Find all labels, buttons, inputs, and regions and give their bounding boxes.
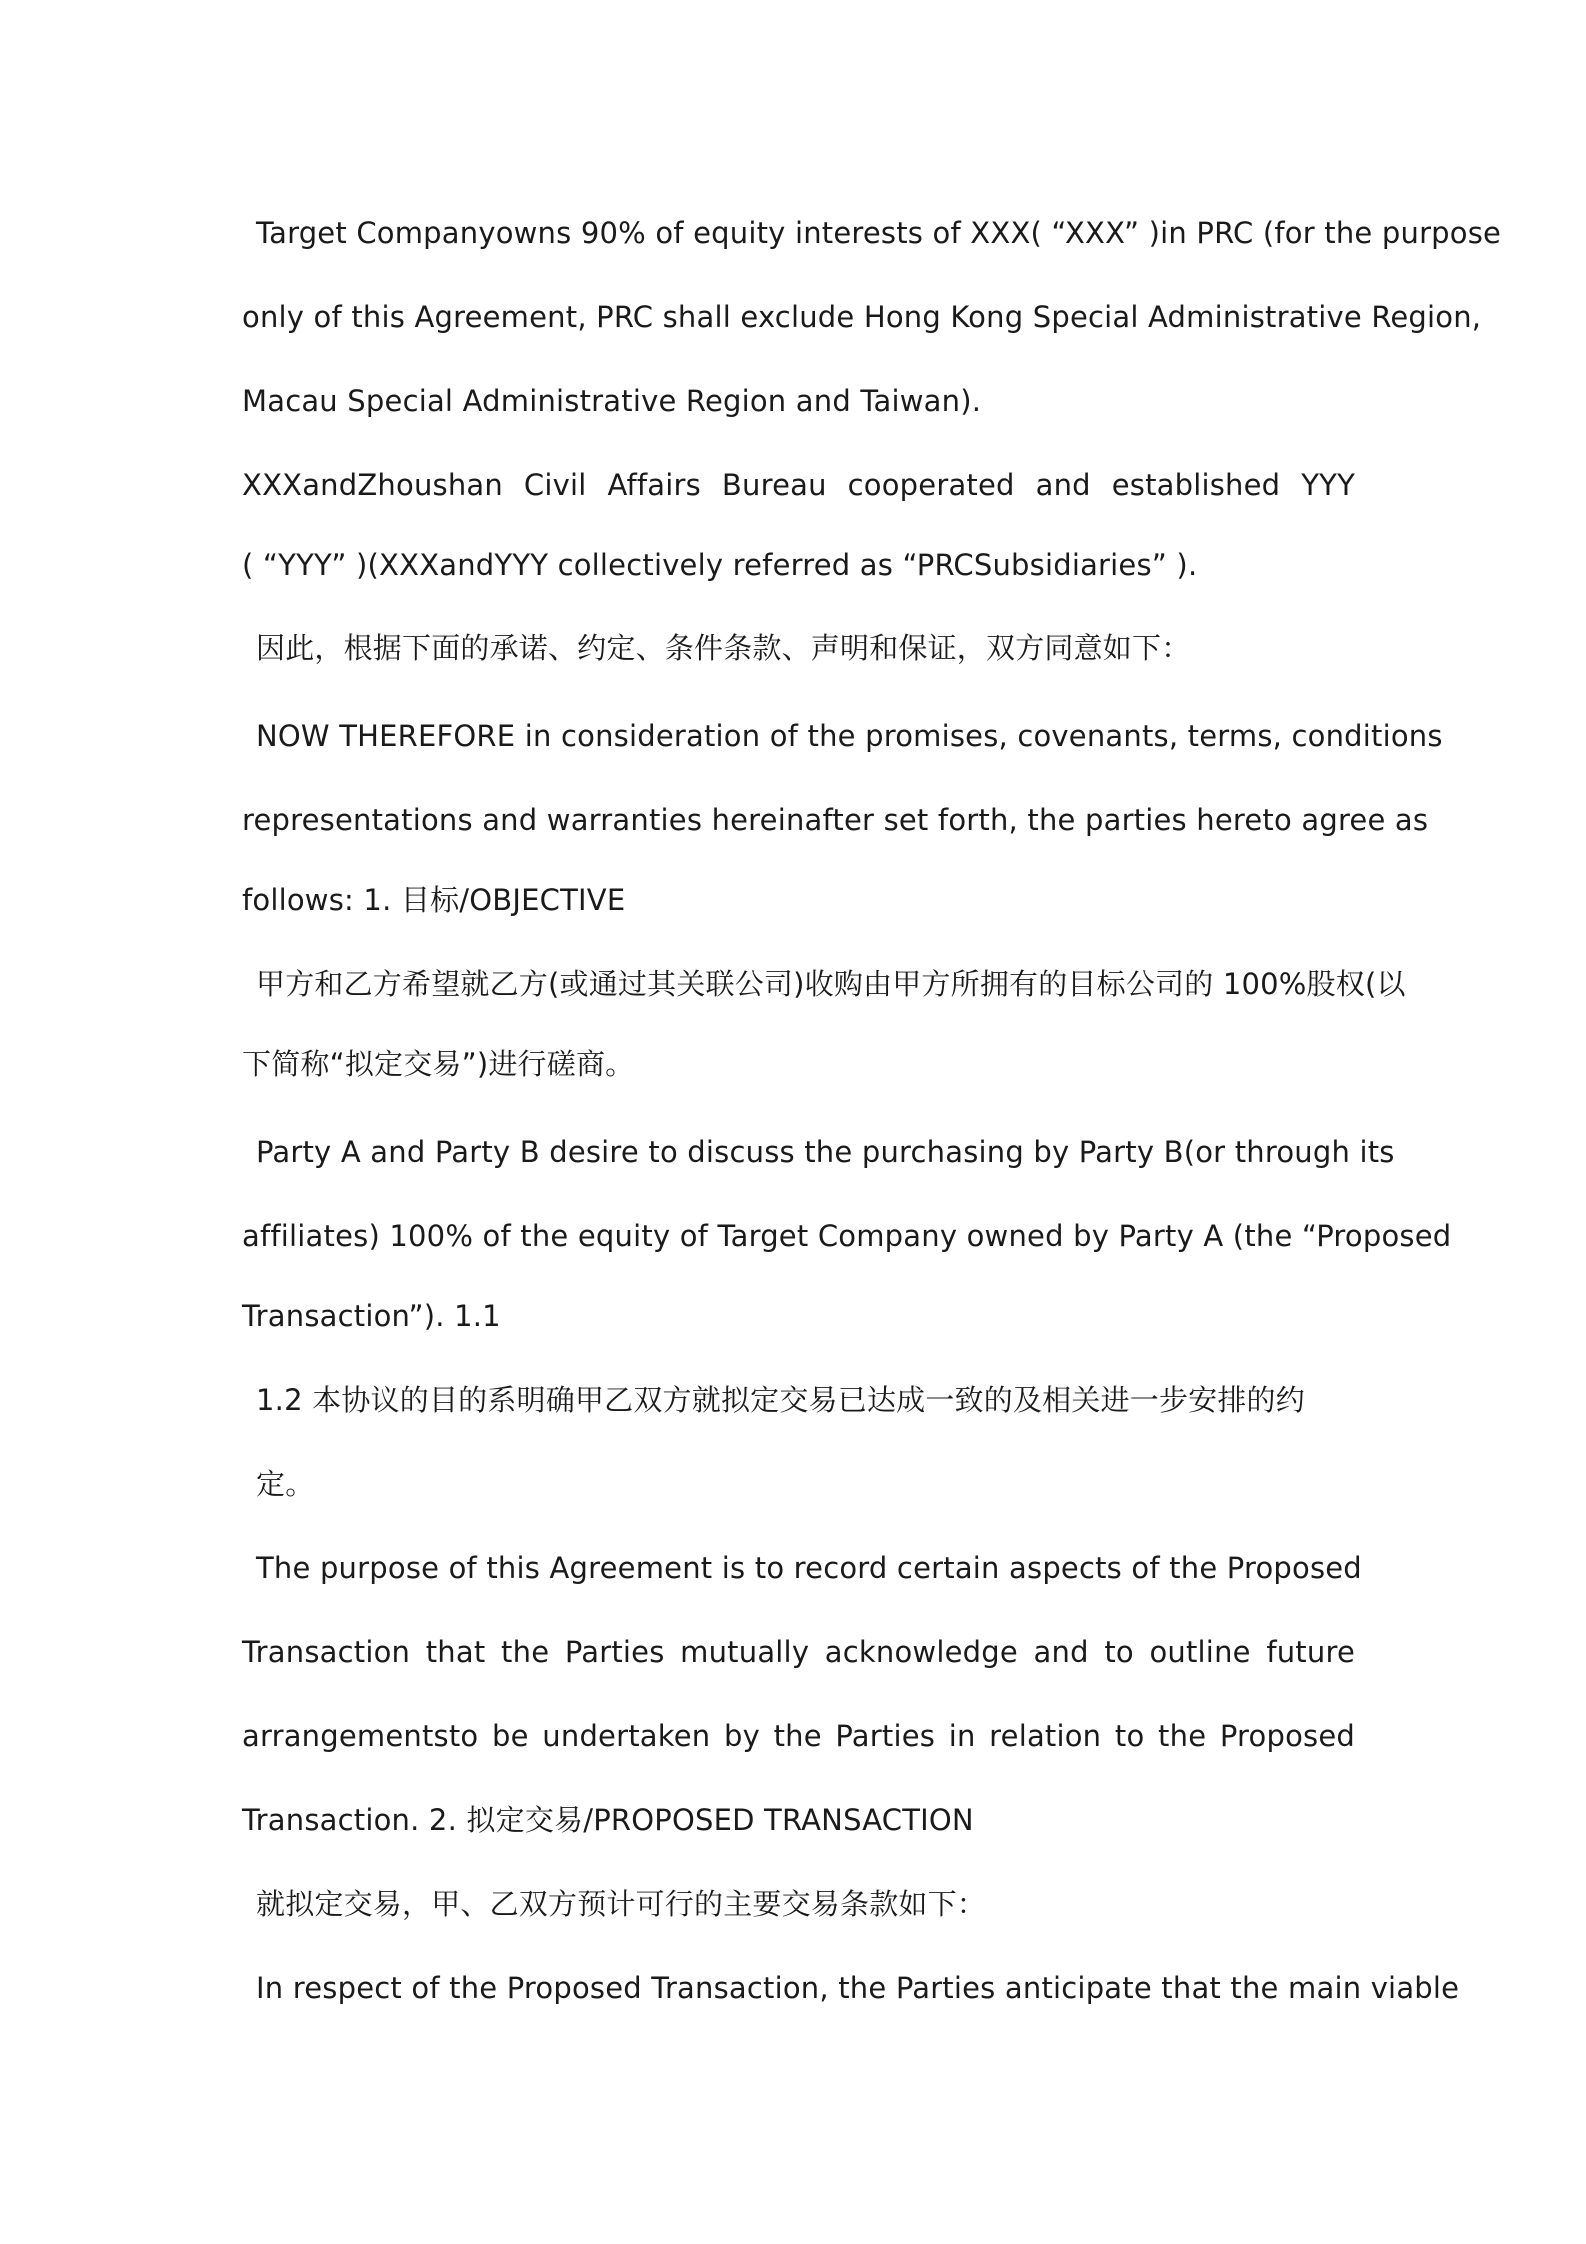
paragraph-xxx-cooperation-line-1: XXXandZhoushan Civil Affairs Bureau cooperated and established YYY	[242, 468, 1355, 502]
paragraph-objective-english-line-3: Transaction”). 1.1	[242, 1299, 501, 1333]
clause-1-2-english-line-1: The purpose of this Agreement is to record certain aspects of the Proposed	[256, 1551, 1362, 1585]
paragraph-objective-chinese-line-1: 甲方和乙方希望就乙方(或通过其关联公司)收购由甲方所拥有的目标公司的 100%股权(以	[256, 967, 1406, 1001]
paragraph-objective-english-line-1: Party A and Party B desire to discuss the purchasing by Party B(or through its	[256, 1135, 1395, 1169]
clause-1-2-english-line-3: arrangementsto be undertaken by the Parties in relation to the Proposed	[242, 1719, 1355, 1753]
paragraph-proposed-transaction-english: In respect of the Proposed Transaction, the Parties anticipate that the main viable	[256, 1971, 1460, 2005]
section-2-heading: Transaction. 2. 拟定交易/PROPOSED TRANSACTION	[242, 1803, 974, 1837]
clause-1-2-chinese-line-2: 定。	[256, 1467, 315, 1501]
paragraph-target-company-line-3: Macau Special Administrative Region and Taiwan).	[242, 384, 982, 418]
paragraph-objective-english-line-2: affiliates) 100% of the equity of Target Company owned by Party A (the “Proposed	[242, 1219, 1452, 1253]
paragraph-proposed-transaction-chinese: 就拟定交易，甲、乙双方预计可行的主要交易条款如下：	[256, 1887, 987, 1921]
paragraph-now-therefore-line-1: NOW THEREFORE in consideration of the promises, covenants, terms, conditions	[256, 719, 1443, 753]
paragraph-xxx-cooperation-line-2: ( “YYY” )(XXXandYYY collectively referred as “PRCSubsidiaries” ).	[242, 548, 1198, 582]
paragraph-target-company-line-2: only of this Agreement, PRC shall exclude Hong Kong Special Administrative Region,	[242, 300, 1482, 334]
paragraph-target-company-line-1: Target Companyowns 90% of equity interests of XXX( “XXX” )in PRC (for the purpose	[256, 216, 1502, 250]
section-1-heading: follows: 1. 目标/OBJECTIVE	[242, 883, 626, 917]
paragraph-objective-chinese-line-2: 下简称“拟定交易”)进行磋商。	[242, 1047, 635, 1081]
clause-1-2-english-line-2: Transaction that the Parties mutually acknowledge and to outline future	[242, 1635, 1355, 1669]
paragraph-therefore-chinese: 因此，根据下面的承诺、约定、条件条款、声明和保证，双方同意如下：	[256, 631, 1191, 665]
clause-1-2-chinese-line-1: 1.2 本协议的目的系明确甲乙双方就拟定交易已达成一致的及相关进一步安排的约	[256, 1383, 1305, 1417]
paragraph-now-therefore-line-2: representations and warranties hereinafter set forth, the parties hereto agree as	[242, 803, 1429, 837]
